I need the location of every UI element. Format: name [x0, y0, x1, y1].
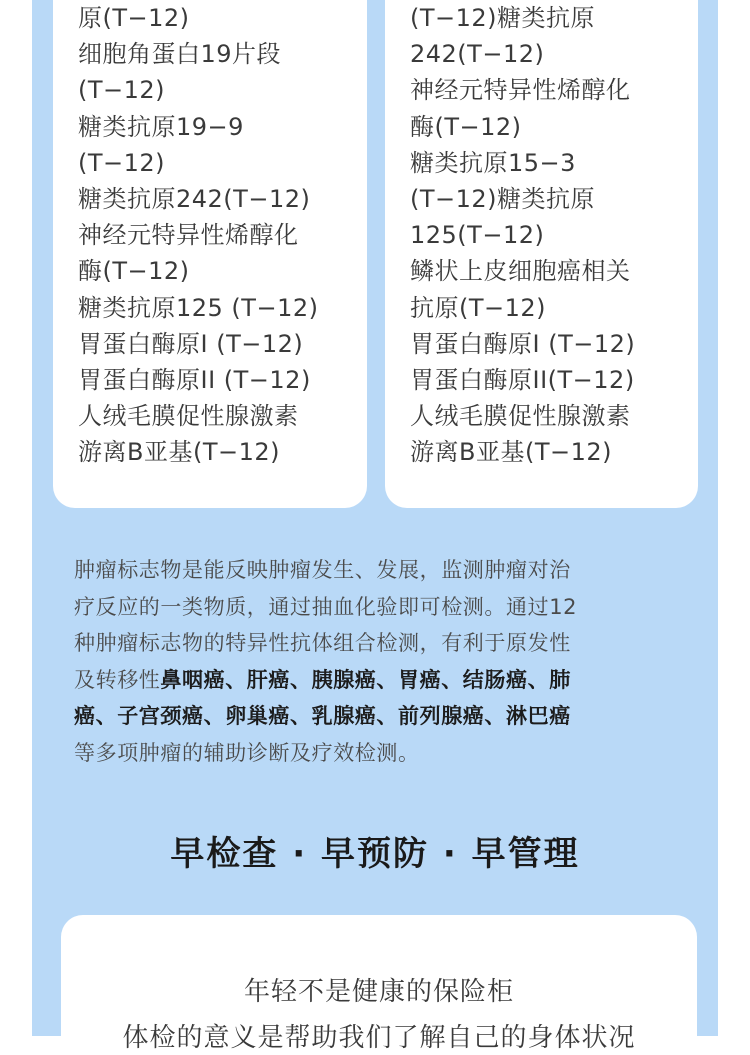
tumor-markers-card-left: [53, 0, 367, 508]
description-line: 等多项肿瘤的辅助诊断及疗效检测。: [74, 740, 420, 765]
description-line: [74, 662, 684, 699]
description-line: 种肿瘤标志物的特异性抗体组合检测，有利于原发性: [74, 631, 571, 655]
card-right-line: 游离B亚基(T−12): [410, 438, 612, 467]
description-paragraph: [74, 552, 684, 771]
bottom-card-text: 体检的意义是帮助我们了解自己的身体状况: [122, 1023, 636, 1053]
description-line: 疗反应的一类物质，通过抽血化验即可检测。通过12: [74, 594, 578, 619]
card-left-line: 糖类抗原125 (T−12): [78, 293, 319, 322]
card-right-line: 242(T−12): [410, 40, 545, 69]
card-right-line: (T−12)糖类抗原: [410, 185, 596, 214]
bottom-card-title: 年轻不是健康的保险柜: [243, 977, 514, 1007]
card-right-line: 125(T−12): [410, 221, 545, 250]
card-left-line: 糖类抗原19−9: [78, 112, 244, 141]
card-left-line: 胃蛋白酶原II (T−12): [78, 366, 311, 395]
card-left-line: 原(T−12): [78, 4, 190, 32]
bottom-card: [61, 915, 697, 1055]
card-left-line: 游离B亚基(T−12): [78, 438, 280, 467]
card-right-line: 鳞状上皮细胞癌相关: [410, 257, 631, 286]
cancer-types-highlight: 癌、子宫颈癌、卵巢癌、乳腺癌、前列腺癌、淋巴癌: [74, 704, 571, 728]
card-left-line: 酶(T−12): [78, 257, 190, 286]
card-left-line: 神经元特异性烯醇化: [78, 221, 299, 250]
description-line: 肿瘤标志物是能反映肿瘤发生、发展，监测肿瘤对治: [74, 558, 571, 582]
card-right-line: 胃蛋白酶原II(T−12): [410, 366, 635, 395]
cancer-types-highlight: 鼻咽癌、肝癌、胰腺癌、胃癌、结肠癌、肺: [160, 667, 571, 692]
card-left-line: 胃蛋白酶原I (T−12): [78, 329, 304, 358]
card-left-line: (T−12): [78, 148, 166, 177]
card-right-line: 人绒毛膜促性腺激素: [410, 402, 631, 431]
card-right-line: 糖类抗原15−3: [410, 148, 576, 177]
card-right-line: 酶(T−12): [410, 112, 522, 141]
card-left-line: (T−12): [78, 76, 166, 105]
description-text: 及转移性: [74, 667, 161, 692]
card-right-line: 抗原(T−12): [410, 293, 547, 322]
card-left-line: 糖类抗原242(T−12): [78, 185, 311, 214]
tumor-markers-card-right: [385, 0, 698, 508]
description-line: [74, 698, 684, 735]
card-left-line: 人绒毛膜促性腺激素: [78, 402, 299, 431]
card-right-line: 胃蛋白酶原I (T−12): [410, 329, 636, 358]
card-right-line: (T−12)糖类抗原: [410, 4, 596, 32]
slogan-heading: 早检查 · 早预防 · 早管理: [170, 834, 580, 874]
card-left-line: 细胞角蛋白19片段: [78, 40, 282, 69]
card-right-line: 神经元特异性烯醇化: [410, 76, 631, 105]
